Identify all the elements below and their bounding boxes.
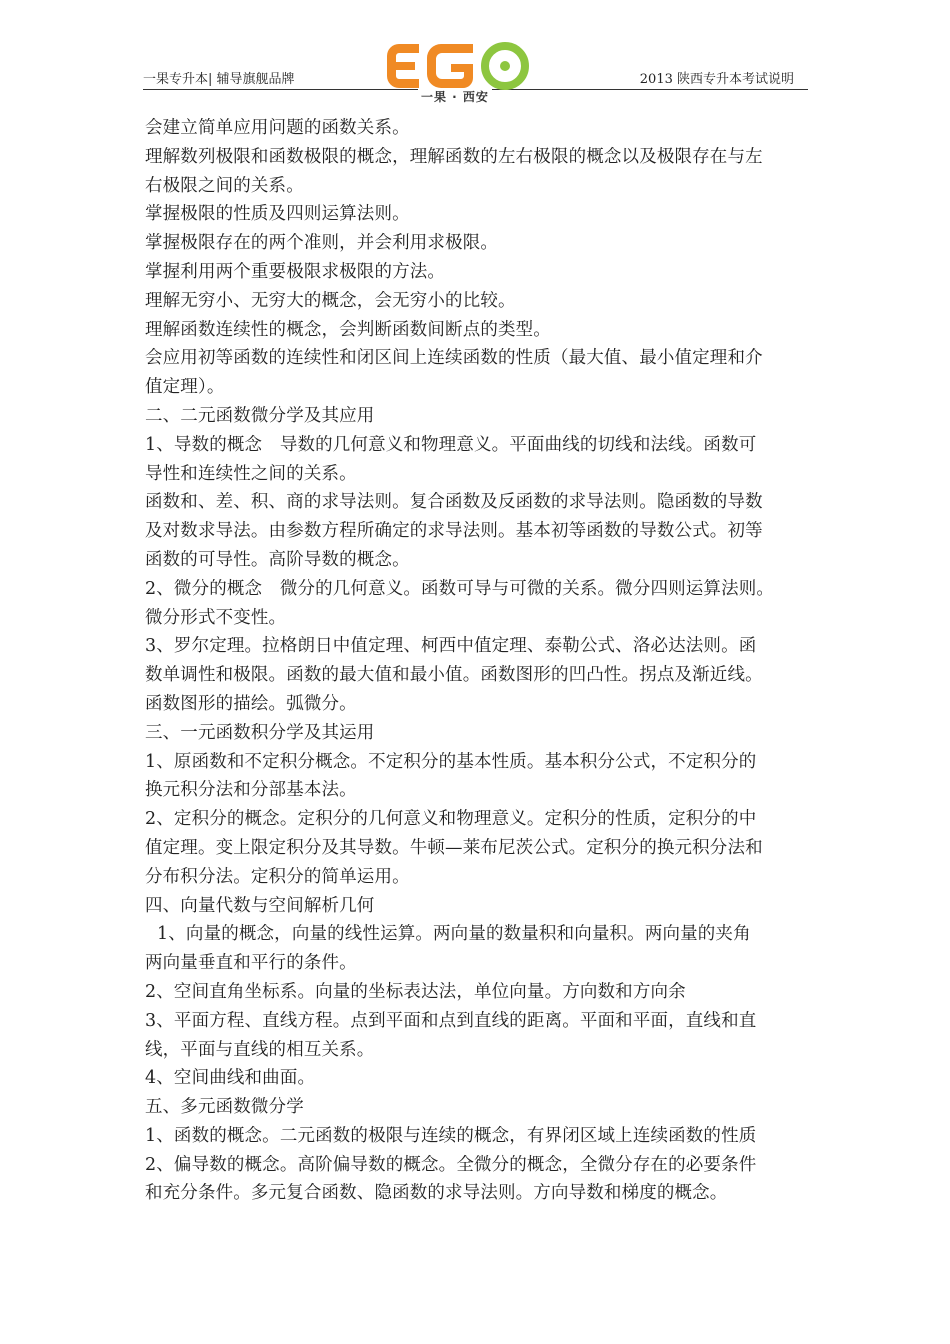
text-line: 1、导数的概念 导数的几何意义和物理意义。平面曲线的切线和法线。函数可 <box>145 434 757 455</box>
text-line: 2、微分的概念 微分的几何意义。函数可导与可微的关系。微分四则运算法则。 <box>145 578 775 599</box>
text-line: 值定理）。 <box>145 377 225 398</box>
text-line: 数单调性和极限。函数的最大值和最小值。函数图形的凹凸性。拐点及渐近线。 <box>145 665 763 686</box>
text-line: 理解数列极限和函数极限的概念，理解函数的左右极限的概念以及极限存在与左 <box>145 146 763 167</box>
text-line: 函数的可导性。高阶导数的概念。 <box>145 549 410 570</box>
text-line: 函数和、差、积、商的求导法则。复合函数及反函数的求导法则。隐函数的导数 <box>145 492 763 513</box>
text-line: 函数图形的描绘。弧微分。 <box>145 693 357 714</box>
text-line: 2、偏导数的概念。高阶偏导数的概念。全微分的概念，全微分存在的必要条件 <box>145 1154 757 1175</box>
text-line: 右极限之间的关系。 <box>145 175 304 196</box>
logo-letter-g <box>427 44 473 88</box>
text-line: 及对数求导法。由参数方程所确定的求导法则。基本初等函数的导数公式。初等 <box>145 521 763 542</box>
text-line: 三、一元函数积分学及其运用 <box>145 722 375 743</box>
text-line: 二、二元函数微分学及其应用 <box>145 405 375 426</box>
text-line: 3、平面方程、直线方程。点到平面和点到直线的距离。平面和平面，直线和直 <box>145 1010 757 1031</box>
text-line: 导性和连续性之间的关系。 <box>145 463 357 484</box>
text-line: 1、原函数和不定积分概念。不定积分的基本性质。基本积分公式，不定积分的 <box>145 751 757 772</box>
text-line: 和充分条件。多元复合函数、隐函数的求导法则。方向导数和梯度的概念。 <box>145 1183 728 1204</box>
text-line: 五、多元函数微分学 <box>145 1097 304 1118</box>
logo-subtitle: 一果 · 西安 <box>418 88 492 105</box>
document-body <box>145 114 810 1208</box>
text-line: 3、罗尔定理。拉格朗日中值定理、柯西中值定理、泰勒公式、洛必达法则。函 <box>145 636 757 657</box>
header-document-title: 2013 陕西专升本考试说明 <box>639 72 794 87</box>
text-line: 会应用初等函数的连续性和闭区间上连续函数的性质（最大值、最小值定理和介 <box>145 348 763 369</box>
text-line: 1、函数的概念。二元函数的极限与连续的概念，有界闭区域上连续函数的性质 <box>145 1125 757 1146</box>
text-line: 理解函数连续性的概念，会判断函数间断点的类型。 <box>145 319 551 340</box>
logo-dot <box>500 61 510 71</box>
text-line: 会建立简单应用问题的函数关系。 <box>145 118 410 138</box>
text-line: 线，平面与直线的相互关系。 <box>145 1039 375 1060</box>
text-line: 理解无穷小、无穷大的概念，会无穷小的比较。 <box>145 290 516 311</box>
text-line: 四、向量代数与空间解析几何 <box>145 895 375 916</box>
text-line: 2、空间直角坐标系。向量的坐标表达法，单位向量。方向数和方向余 <box>145 981 686 1002</box>
text-line: 换元积分法和分部基本法。 <box>145 780 357 801</box>
text-line: 掌握利用两个重要极限求极限的方法。 <box>145 261 446 282</box>
text-line: 掌握极限的性质及四则运算法则。 <box>145 204 410 225</box>
text-line: 分布积分法。定积分的简单运用。 <box>145 866 410 887</box>
header-brand-text: 一果专升本| 辅导旗舰品牌 <box>143 72 295 87</box>
text-line: 掌握极限存在的两个准则，并会利用求极限。 <box>145 233 498 254</box>
text-line: 1、向量的概念，向量的线性运算。两向量的数量积和向量积。两向量的夹角 <box>157 924 751 945</box>
text-line: 值定理。变上限定积分及其导数。牛顿—莱布尼茨公式。定积分的换元积分法和 <box>145 837 763 858</box>
logo-letter-e <box>387 44 419 88</box>
text-line: 4、空间曲线和曲面。 <box>145 1068 316 1089</box>
text-line: 微分形式不变性。 <box>145 607 287 628</box>
text-line: 2、定积分的概念。定积分的几何意义和物理意义。定积分的性质，定积分的中 <box>145 809 757 830</box>
text-line: 两向量垂直和平行的条件。 <box>145 953 357 974</box>
